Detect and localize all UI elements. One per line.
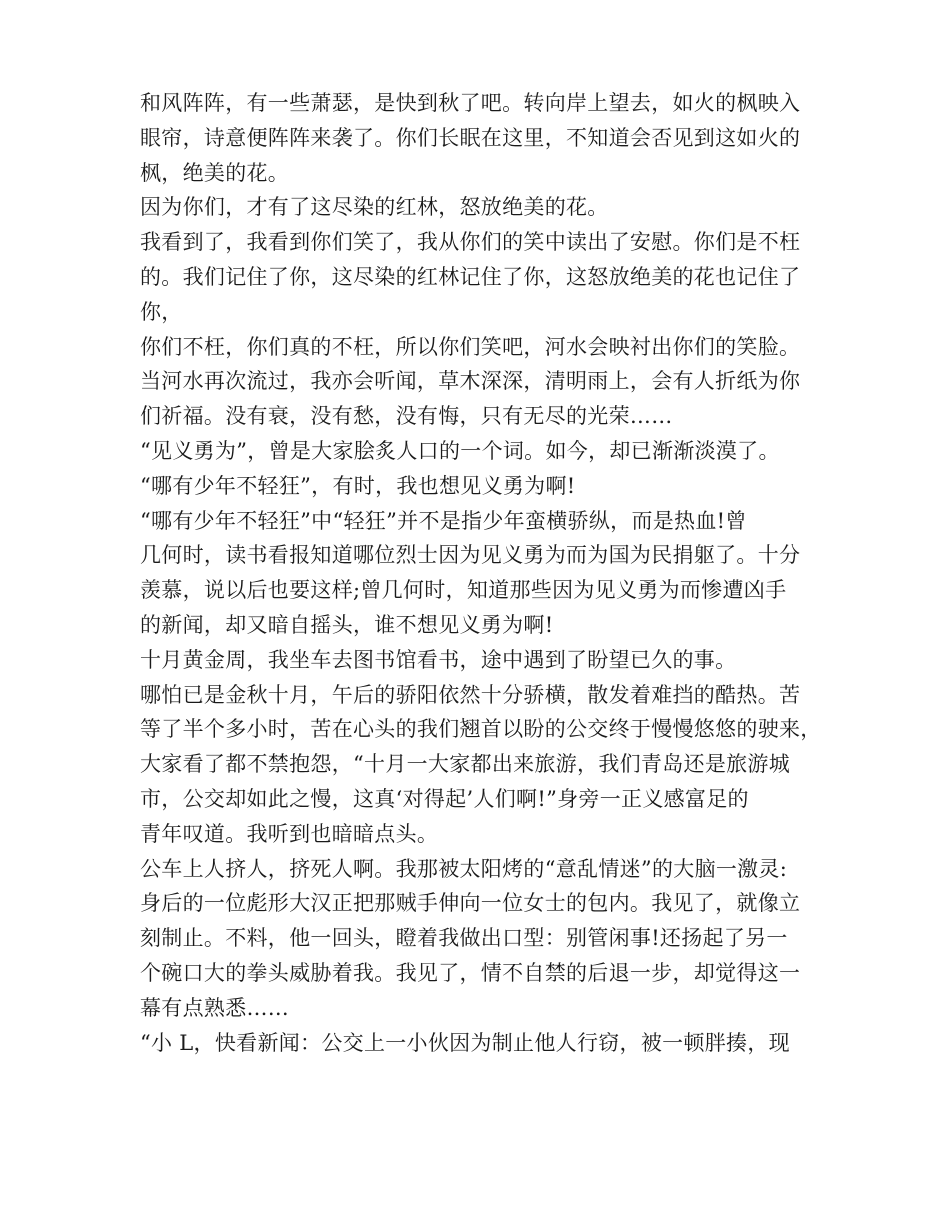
text-line: “小 L，快看新闻：公交上一小伙因为制止他人行窃，被一顿胖揍，现 bbox=[140, 1030, 790, 1055]
text-line: 当河水再次流过，我亦会听闻，草木深深，清明雨上，会有人折纸为你 bbox=[140, 369, 801, 394]
text-line: 刻制止。不料，他一回头，瞪着我做出口型：别管闲事!还扬起了另一 bbox=[140, 926, 788, 951]
text-line: 青年叹道。我听到也暗暗点头。 bbox=[140, 821, 439, 846]
text-line: 的。我们记住了你，这尽染的红林记住了你，这怒放绝美的花也记住了 bbox=[140, 264, 801, 289]
text-line: 你们不枉，你们真的不枉，所以你们笑吧，河水会映衬出你们的笑脸。 bbox=[140, 334, 801, 359]
text-line: 我看到了，我看到你们笑了，我从你们的笑中读出了安慰。你们是不枉 bbox=[140, 230, 801, 255]
text-line: 羡慕，说以后也要这样;曾几何时，知道那些因为见义勇为而惨遭凶手 bbox=[140, 578, 787, 603]
text-line: 等了半个多小时，苦在心头的我们翘首以盼的公交终于慢慢悠悠的驶来， bbox=[140, 717, 822, 742]
text-line: 大家看了都不禁抱怨，“十月一大家都出来旅游，我们青岛还是旅游城 bbox=[140, 752, 791, 777]
text-line: “哪有少年不轻狂”中“轻狂”并不是指少年蛮横骄纵，而是热血!曾 bbox=[140, 508, 747, 533]
text-line: 们祈福。没有衰，没有愁，没有悔，只有无尽的光荣…… bbox=[140, 404, 673, 429]
text-line: 十月黄金周，我坐车去图书馆看书，途中遇到了盼望已久的事。 bbox=[140, 647, 737, 672]
text-line: 和风阵阵，有一些萧瑟，是快到秋了吧。转向岸上望去，如火的枫映入 bbox=[140, 91, 801, 115]
text-line: 眼帘，诗意便阵阵来袭了。你们长眠在这里，不知道会否见到这如火的 bbox=[140, 125, 801, 150]
text-line: 幕有点熟悉…… bbox=[140, 995, 290, 1020]
text-line: 几何时，读书看报知道哪位烈士因为见义勇为而为国为民捐躯了。十分 bbox=[140, 543, 801, 568]
text-line: 的新闻，却又暗自摇头，谁不想见义勇为啊! bbox=[140, 612, 554, 637]
text-line: 个碗口大的拳头威胁着我。我见了，情不自禁的后退一步，却觉得这一 bbox=[140, 960, 801, 985]
text-line: “哪有少年不轻狂”，有时，我也想见义勇为啊! bbox=[140, 473, 576, 498]
text-line: 公车上人挤人，挤死人啊。我那被太阳烤的“意乱情迷”的大脑一激灵: bbox=[140, 856, 788, 881]
text-line: 因为你们，才有了这尽染的红林，怒放绝美的花。 bbox=[140, 195, 609, 220]
text-line: “见义勇为”，曾是大家脍炙人口的一个词。如今，却已渐渐淡漠了。 bbox=[140, 438, 780, 463]
text-line: 哪怕已是金秋十月，午后的骄阳依然十分骄横，散发着难挡的酷热。苦 bbox=[140, 682, 801, 707]
text-line: 市，公交却如此之慢，这真‘对得起’人们啊!”身旁一正义感富足的 bbox=[140, 786, 749, 811]
document-body bbox=[140, 86, 830, 1060]
text-line: 枫，绝美的花。 bbox=[140, 160, 290, 185]
text-line: 你， bbox=[140, 299, 183, 324]
text-line: 身后的一位彪形大汉正把那贼手伸向一位女士的包内。我见了，就像立 bbox=[140, 891, 801, 916]
